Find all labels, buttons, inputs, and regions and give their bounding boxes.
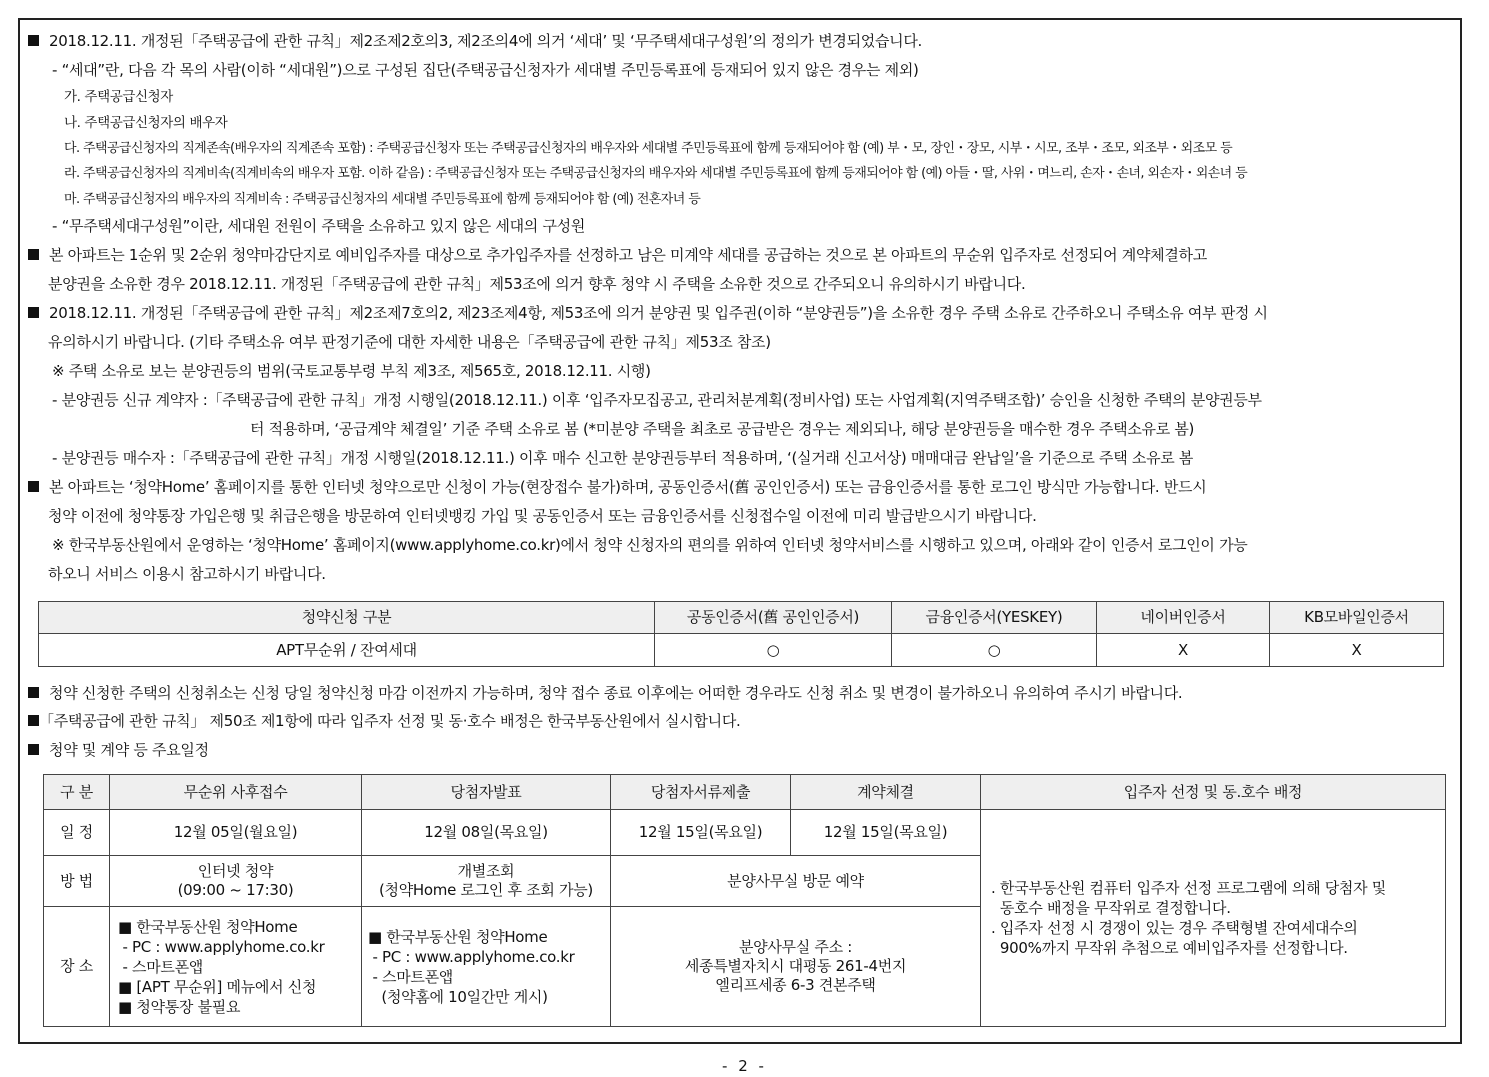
place-cell xyxy=(362,907,611,1027)
method-line: 인터넷 청약 xyxy=(197,862,274,880)
cert-cell: X xyxy=(1097,634,1270,667)
cert-cell: X xyxy=(1270,634,1444,667)
bullet-square-icon xyxy=(28,307,39,318)
place-line: 세종특별자치시 대평동 261-4번지 xyxy=(684,957,907,975)
method-cell: 분양사무실 방문 예약 xyxy=(611,856,981,907)
place-line: - 스마트폰앱 xyxy=(368,967,453,986)
ownership-scope-note: ※ 주택 소유로 보는 분양권등의 범위(국토교통부령 부칙 제3조, 제565호, 2018.12.11. 시행) xyxy=(52,362,651,380)
applyhome-note: ※ 한국부동산원에서 운영하는 ‘청약Home’ 홈페이지(www.applyhome.co.kr)에서 청약 신청자의 편의를 위하여 인터넷 청약서비스를 시행하고 있으며, 아래와 같이 인증서 로그인이 가능 xyxy=(52,536,1248,554)
row-label-place: 장 소 xyxy=(44,907,110,1027)
new-contractor-rule: - 분양권등 신규 계약자 :「주택공급에 관한 규칙」개정 시행일(2018.12.11.) 이후 ‘입주자모집공고, 관리처분계획(정비사업) 또는 사업계획(지역주택조합)’ 승인을 신청한 주택의 분양권등부 xyxy=(52,391,1262,409)
notice-text: 청약 신청한 주택의 신청취소는 신청 당일 청약신청 마감 이전까지 가능하며, 청약 접수 종료 이후에는 어떠한 경우라도 신청 취소 및 변경이 불가하오니 유의하여 주시기 바랍니다. xyxy=(49,684,1183,702)
new-contractor-rule-cont: 터 적용하며, ‘공급계약 체결일’ 기준 주택 소유로 봄 (*미분양 주택을 최초로 공급받은 경우는 제외되나, 해당 분양권등을 매수한 경우 주택소유로 봄) xyxy=(250,420,1195,438)
page-number: - 2 - xyxy=(722,1057,767,1075)
schedule-header: 구 분 xyxy=(44,775,110,810)
place-line: - PC : www.applyhome.co.kr xyxy=(118,937,325,956)
row-label-method: 방 법 xyxy=(44,856,110,907)
method-cell xyxy=(110,856,362,907)
notice-item-3 xyxy=(28,303,1268,323)
bullet-square-icon xyxy=(28,35,39,46)
cert-header: 공동인증서(舊 공인인증서) xyxy=(655,602,892,634)
place-line: (청약홈에 10일간만 게시) xyxy=(368,987,548,1006)
household-member-b: 나. 주택공급신청자의 배우자 xyxy=(64,115,228,131)
applyhome-note-cont: 하오니 서비스 이용시 참고하시기 바랍니다. xyxy=(48,565,326,583)
notice-item-5 xyxy=(28,683,1182,703)
household-definition: - “세대”란, 다음 각 목의 사람(이하 “세대원”)으로 구성된 집단(주택공급신청자가 세대별 주민등록표에 등재되어 있지 않은 경우는 제외) xyxy=(52,61,919,79)
notice-text: 2018.12.11. 개정된「주택공급에 관한 규칙」제2조제7호의2, 제23조제4항, 제53조에 의거 분양권 및 입주권(이하 “분양권등”)을 소유한 경우 주택 소유로 간주하오니 주택소유 여부 판정 시 xyxy=(49,304,1268,322)
notice-text: 본 아파트는 ‘청약Home’ 홈페이지를 통한 인터넷 청약으로만 신청이 가능(현장접수 불가)하며, 공동인증서(舊 공인인증서) 또는 금융인증서를 통한 로그인 방식만 가능합니다. 반드시 xyxy=(49,478,1207,496)
row-label-date: 일 정 xyxy=(44,810,110,856)
household-member-a: 가. 주택공급신청자 xyxy=(64,89,173,105)
place-line: ■ 한국부동산원 청약Home xyxy=(118,917,298,936)
date-cell: 12월 15일(목요일) xyxy=(611,810,791,856)
notice-item-1 xyxy=(28,31,922,51)
place-cell xyxy=(611,907,981,1027)
notice-text: 본 아파트는 1순위 및 2순위 청약마감단지로 예비입주자를 대상으로 추가입주자를 선정하고 남은 미계약 세대를 공급하는 것으로 본 아파트의 무순위 입주자로 선정되어 계약체결하고 xyxy=(49,246,1207,264)
household-member-d: 라. 주택공급신청자의 직계비속(직계비속의 배우자 포함. 이하 같음) : 주택공급신청자 또는 주택공급신청자의 배우자와 세대별 주민등록표에 함께 등재되어야 함 (예) 아들・딸, 사위・며느리, 손자・손녀, 외손자・외손녀 등 xyxy=(64,166,1248,181)
place-line: ■ 청약통장 불필요 xyxy=(118,997,241,1016)
notice-item-3-cont: 유의하시기 바랍니다. (기타 주택소유 여부 판정기준에 대한 자세한 내용은「주택공급에 관한 규칙」제53조 참조) xyxy=(48,333,771,351)
schedule-header: 당첨자발표 xyxy=(362,775,611,810)
cert-header: 금융인증서(YESKEY) xyxy=(892,602,1097,634)
bullet-square-icon xyxy=(28,687,39,698)
bullet-square-icon xyxy=(28,249,39,260)
notice-text: 2018.12.11. 개정된「주택공급에 관한 규칙」제2조제2호의3, 제2조의4에 의거 ‘세대’ 및 ‘무주택세대구성원’의 정의가 변경되었습니다. xyxy=(49,32,923,50)
buyer-rule: - 분양권등 매수자 :「주택공급에 관한 규칙」개정 시행일(2018.12.11.) 이후 매수 신고한 분양권등부터 적용하며, ‘(실거래 신고서상) 매매대금 완납일’을 기준으로 주택 소유로 봄 xyxy=(52,449,1194,467)
notice-text: 청약 및 계약 등 주요일정 xyxy=(49,741,209,759)
method-line: (09:00 ~ 17:30) xyxy=(177,881,294,899)
household-member-c: 다. 주택공급신청자의 직계존속(배우자의 직계존속 포함) : 주택공급신청자 또는 주택공급신청자의 배우자와 세대별 주민등록표에 함께 등재되어야 함 (예) 부・모, 장인・장모, 시부・시모, 조부・조모, 외조부・외조모 등 xyxy=(64,141,1233,156)
place-line: ■ [APT 무순위] 메뉴에서 신청 xyxy=(118,977,317,996)
selection-line: . 입주자 선정 시 경쟁이 있는 경우 주택형별 잔여세대수의 xyxy=(991,919,1358,937)
selection-info-cell xyxy=(981,810,1446,1027)
cert-header: 네이버인증서 xyxy=(1097,602,1270,634)
homeless-member-definition: - “무주택세대구성원”이란, 세대원 전원이 주택을 소유하고 있지 않은 세대의 구성원 xyxy=(52,217,586,235)
date-cell: 12월 15일(목요일) xyxy=(791,810,981,856)
schedule-table xyxy=(43,774,1446,1027)
schedule-header: 당첨자서류제출 xyxy=(611,775,791,810)
date-cell: 12월 08일(목요일) xyxy=(362,810,611,856)
date-cell: 12월 05일(월요일) xyxy=(110,810,362,856)
selection-line: 동호수 배정을 무작위로 결정합니다. xyxy=(991,899,1231,917)
schedule-header: 입주자 선정 및 동.호수 배정 xyxy=(981,775,1446,810)
method-line: 개별조회 xyxy=(457,862,515,880)
notice-item-7 xyxy=(28,740,209,760)
notice-item-4-cont: 청약 이전에 청약통장 가입은행 및 취급은행을 방문하여 인터넷뱅킹 가입 및 공동인증서 또는 금융인증서를 신청접수일 이전에 미리 발급받으시기 바랍니다. xyxy=(48,507,1037,525)
bullet-square-icon xyxy=(28,481,39,492)
household-member-e: 마. 주택공급신청자의 배우자의 직계비속 : 주택공급신청자의 세대별 주민등록표에 함께 등재되어야 함 (예) 전혼자녀 등 xyxy=(64,192,701,207)
schedule-header: 무순위 사후접수 xyxy=(110,775,362,810)
notice-item-6 xyxy=(28,711,740,731)
selection-line: 900%까지 무작위 추첨으로 예비입주자를 선정합니다. xyxy=(991,939,1348,957)
cert-header: 청약신청 구분 xyxy=(39,602,655,634)
bullet-square-icon xyxy=(28,744,39,755)
place-line: 엘리프세종 6-3 견본주택 xyxy=(715,976,876,994)
place-line: ■ 한국부동산원 청약Home xyxy=(368,927,548,946)
notice-item-2-cont: 분양권을 소유한 경우 2018.12.11. 개정된「주택공급에 관한 규칙」제53조에 의거 향후 청약 시 주택을 소유한 것으로 간주되오니 유의하시기 바랍니다. xyxy=(48,275,1026,293)
method-line: (청약Home 로그인 후 조회 가능) xyxy=(379,881,593,899)
cert-cell: ○ xyxy=(655,634,892,667)
certificate-table xyxy=(38,601,1444,667)
notice-text: 「주택공급에 관한 규칙」 제50조 제1항에 따라 입주자 선정 및 동·호수 배정은 한국부동산원에서 실시합니다. xyxy=(39,712,741,730)
bullet-square-icon xyxy=(28,715,39,726)
place-line: 분양사무실 주소 : xyxy=(738,938,853,956)
notice-item-4 xyxy=(28,477,1206,497)
cert-cell: ○ xyxy=(892,634,1097,667)
place-line: - 스마트폰앱 xyxy=(118,957,203,976)
cert-cell: APT무순위 / 잔여세대 xyxy=(39,634,655,667)
schedule-header: 계약체결 xyxy=(791,775,981,810)
place-cell xyxy=(110,907,362,1027)
method-cell xyxy=(362,856,611,907)
notice-item-2 xyxy=(28,245,1207,265)
cert-header: KB모바일인증서 xyxy=(1270,602,1444,634)
selection-line: . 한국부동산원 컴퓨터 입주자 선정 프로그램에 의해 당첨자 및 xyxy=(991,879,1386,897)
place-line: - PC : www.applyhome.co.kr xyxy=(368,947,575,966)
